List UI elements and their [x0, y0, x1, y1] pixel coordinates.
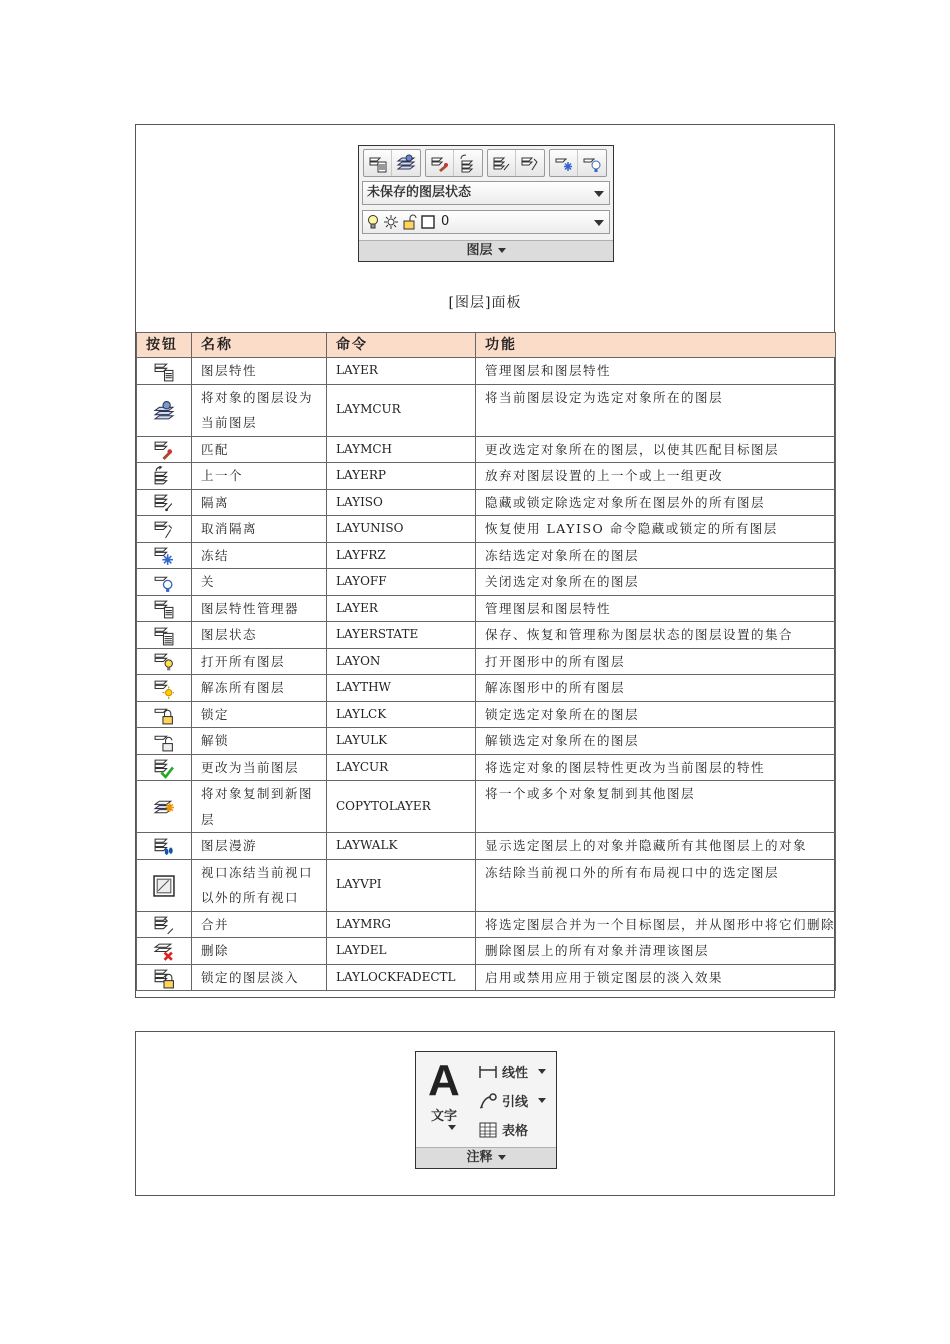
table-row: [137, 701, 836, 728]
function-cell: 将选定对象的图层特性更改为当前图层的特性: [476, 754, 836, 781]
button-cell: [137, 675, 192, 702]
make-current-icon[interactable]: [392, 150, 420, 176]
name-cell: 上一个: [192, 463, 327, 490]
turn-all-layers-on-icon[interactable]: [153, 651, 175, 673]
button-cell: [137, 622, 192, 649]
name-cell: 打开所有图层: [192, 648, 327, 675]
layer-unisolate-icon[interactable]: [516, 150, 544, 176]
table-row: [137, 436, 836, 463]
annotation-panel-section: [135, 1031, 835, 1196]
command-cell: LAYUNISO: [327, 516, 476, 543]
layer-isolate-icon[interactable]: [488, 150, 516, 176]
name-cell: 将对象复制到新图层: [192, 781, 327, 833]
chevron-down-icon[interactable]: [538, 1098, 546, 1103]
layer-unisolate-icon[interactable]: [153, 519, 175, 541]
layer-merge-icon[interactable]: [153, 914, 175, 936]
function-cell: 保存、恢复和管理称为图层状态的图层设置的集合: [476, 622, 836, 649]
command-cell: LAYER: [327, 358, 476, 385]
thaw-all-layers-icon[interactable]: [153, 678, 175, 700]
name-cell: 取消隔离: [192, 516, 327, 543]
name-cell: 隔离: [192, 489, 327, 516]
function-cell: 管理图层和图层特性: [476, 358, 836, 385]
command-cell: LAYULK: [327, 728, 476, 755]
name-cell: 更改为当前图层: [192, 754, 327, 781]
function-cell: 显示选定图层上的对象并隐藏所有其他图层上的对象: [476, 833, 836, 860]
layer-ribbon-panel: [358, 145, 614, 262]
button-cell: [137, 595, 192, 622]
layer-panel-section: [135, 124, 835, 998]
make-object-layer-current-icon[interactable]: [153, 400, 175, 422]
change-to-current-layer-icon[interactable]: [153, 757, 175, 779]
command-cell: COPYTOLAYER: [327, 781, 476, 833]
table-row: [137, 859, 836, 911]
layer-previous-icon[interactable]: [454, 150, 482, 176]
layer-off-icon[interactable]: [578, 150, 606, 176]
button-cell: [137, 938, 192, 965]
linear-dimension-icon: [478, 1064, 498, 1080]
function-cell: 冻结选定对象所在的图层: [476, 542, 836, 569]
command-cell: LAYDEL: [327, 938, 476, 965]
name-cell: 解冻所有图层: [192, 675, 327, 702]
chevron-down-icon: [594, 191, 604, 197]
function-cell: 将一个或多个对象复制到其他图层: [476, 781, 836, 833]
button-cell: [137, 569, 192, 596]
layer-properties-icon[interactable]: [153, 361, 175, 383]
table-row: [137, 489, 836, 516]
layer-freeze-icon[interactable]: [550, 150, 578, 176]
command-cell: LAYFRZ: [327, 542, 476, 569]
layer-delete-icon[interactable]: [153, 941, 175, 963]
lightbulb-icon[interactable]: [367, 214, 379, 230]
layer-isolate-icon[interactable]: [153, 492, 175, 514]
layer-match-icon[interactable]: [153, 439, 175, 461]
unlock-icon[interactable]: [403, 214, 417, 230]
button-cell: [137, 964, 192, 991]
button-cell: [137, 542, 192, 569]
table-row: [137, 622, 836, 649]
name-cell: 匹配: [192, 436, 327, 463]
layer-previous-icon[interactable]: [153, 466, 175, 488]
command-cell: LAYMCH: [327, 436, 476, 463]
annotation-ribbon-panel: [415, 1051, 557, 1169]
table-row: [137, 964, 836, 991]
table-row: [137, 754, 836, 781]
button-cell: [137, 436, 192, 463]
name-cell: 合并: [192, 911, 327, 938]
table-row: [137, 781, 836, 833]
command-cell: LAYVPI: [327, 859, 476, 911]
command-cell: LAYLOCKFADECTL: [327, 964, 476, 991]
function-cell: 删除图层上的所有对象并清理该图层: [476, 938, 836, 965]
command-cell: LAYISO: [327, 489, 476, 516]
chevron-down-icon: [498, 248, 506, 253]
layer-match-icon[interactable]: [426, 150, 454, 176]
layer-properties-manager-icon[interactable]: [153, 598, 175, 620]
function-cell: 解锁选定对象所在的图层: [476, 728, 836, 755]
table-row: [137, 595, 836, 622]
table-header-row: [137, 333, 836, 358]
button-cell: [137, 489, 192, 516]
layer-unlock-icon[interactable]: [153, 731, 175, 753]
figure-caption: [图层]面板: [448, 295, 522, 311]
command-cell: LAYWALK: [327, 833, 476, 860]
table-icon: [478, 1121, 498, 1139]
name-cell: 将对象的图层设为当前图层: [192, 384, 327, 436]
command-cell: LAYMRG: [327, 911, 476, 938]
name-cell: 锁定的图层淡入: [192, 964, 327, 991]
locked-layer-fading-icon[interactable]: [153, 967, 175, 989]
command-cell: LAYMCUR: [327, 384, 476, 436]
chevron-down-icon[interactable]: [538, 1069, 546, 1074]
table-row: [137, 542, 836, 569]
table-row: [137, 833, 836, 860]
function-cell: 放弃对图层设置的上一个或上一组更改: [476, 463, 836, 490]
button-cell: [137, 516, 192, 543]
command-cell: LAYERP: [327, 463, 476, 490]
layer-walk-icon[interactable]: [153, 836, 175, 858]
layer-freeze-icon[interactable]: [153, 545, 175, 567]
copy-objects-to-new-layer-icon[interactable]: [153, 796, 175, 818]
layer-state-value: 未保存的图层状态: [367, 185, 472, 200]
function-cell: 恢复使用 LAYISO 命令隐藏或锁定的所有图层: [476, 516, 836, 543]
table-row: [137, 911, 836, 938]
layer-off-icon[interactable]: [153, 572, 175, 594]
leader-icon: [478, 1092, 498, 1110]
linear-dimension-button[interactable]: 线性: [478, 1062, 546, 1081]
text-tool-icon[interactable]: A: [428, 1056, 460, 1105]
button-cell: [137, 859, 192, 911]
command-cell: LAYCUR: [327, 754, 476, 781]
name-cell: 删除: [192, 938, 327, 965]
function-cell: 将当前图层设定为选定对象所在的图层: [476, 384, 836, 436]
name-cell: 锁定: [192, 701, 327, 728]
function-cell: 将选定图层合并为一个目标图层，并从图形中将它们删除: [476, 911, 836, 938]
viewport-freeze-icon[interactable]: [153, 875, 175, 897]
header-function: 功能: [476, 333, 836, 358]
button-cell: [137, 754, 192, 781]
layer-toolbar: [363, 149, 611, 177]
layer-state-dropdown[interactable]: [362, 181, 610, 205]
button-cell: [137, 911, 192, 938]
chevron-down-icon: [594, 220, 604, 226]
function-cell: 启用或禁用应用于锁定图层的淡入效果: [476, 964, 836, 991]
color-swatch-icon[interactable]: [421, 215, 435, 229]
function-cell: 管理图层和图层特性: [476, 595, 836, 622]
button-cell: [137, 463, 192, 490]
command-cell: LAYON: [327, 648, 476, 675]
table-row: [137, 648, 836, 675]
function-cell: 打开图形中的所有图层: [476, 648, 836, 675]
table-row: [137, 516, 836, 543]
text-tool-label[interactable]: 文字: [431, 1109, 458, 1124]
function-cell: 解冻图形中的所有图层: [476, 675, 836, 702]
function-cell: 更改选定对象所在的图层，以使其匹配目标图层: [476, 436, 836, 463]
table-row: [137, 463, 836, 490]
table-row: [137, 728, 836, 755]
sun-icon[interactable]: [383, 214, 399, 230]
function-cell: 锁定选定对象所在的图层: [476, 701, 836, 728]
button-cell: [137, 833, 192, 860]
name-cell: 冻结: [192, 542, 327, 569]
name-cell: 图层状态: [192, 622, 327, 649]
command-cell: LAYOFF: [327, 569, 476, 596]
name-cell: 图层特性: [192, 358, 327, 385]
header-button: 按钮: [137, 333, 192, 358]
command-cell: LAYER: [327, 595, 476, 622]
leader-button[interactable]: 引线: [478, 1091, 546, 1110]
name-cell: 关: [192, 569, 327, 596]
name-cell: 视口冻结当前视口以外的所有视口: [192, 859, 327, 911]
button-cell: [137, 384, 192, 436]
table-row: [137, 569, 836, 596]
annotation-panel-title[interactable]: 注释: [416, 1147, 556, 1168]
function-cell: 隐藏或锁定除选定对象所在图层外的所有图层: [476, 489, 836, 516]
chevron-down-icon: [498, 1155, 506, 1160]
command-cell: LAYLCK: [327, 701, 476, 728]
header-name: 名称: [192, 333, 327, 358]
name-cell: 图层漫游: [192, 833, 327, 860]
table-row: [137, 938, 836, 965]
layer-dropdown[interactable]: [362, 210, 610, 234]
chevron-down-icon[interactable]: [448, 1125, 456, 1130]
name-cell: 图层特性管理器: [192, 595, 327, 622]
table-row: [137, 675, 836, 702]
table-row: [137, 358, 836, 385]
layer-commands-table: [136, 332, 836, 991]
name-cell: 解锁: [192, 728, 327, 755]
command-cell: LAYTHW: [327, 675, 476, 702]
table-row: [137, 384, 836, 436]
function-cell: 冻结除当前视口外的所有布局视口中的选定图层: [476, 859, 836, 911]
header-command: 命令: [327, 333, 476, 358]
layer-panel-title[interactable]: 图层: [359, 240, 613, 261]
button-cell: [137, 358, 192, 385]
layer-properties-icon[interactable]: [364, 150, 392, 176]
layer-state-icon[interactable]: [153, 625, 175, 647]
command-cell: LAYERSTATE: [327, 622, 476, 649]
button-cell: [137, 701, 192, 728]
layer-lock-icon[interactable]: [153, 704, 175, 726]
button-cell: [137, 728, 192, 755]
table-button[interactable]: 表格: [478, 1120, 528, 1139]
current-layer-name: 0: [441, 214, 450, 229]
button-cell: [137, 648, 192, 675]
function-cell: 关闭选定对象所在的图层: [476, 569, 836, 596]
button-cell: [137, 781, 192, 833]
